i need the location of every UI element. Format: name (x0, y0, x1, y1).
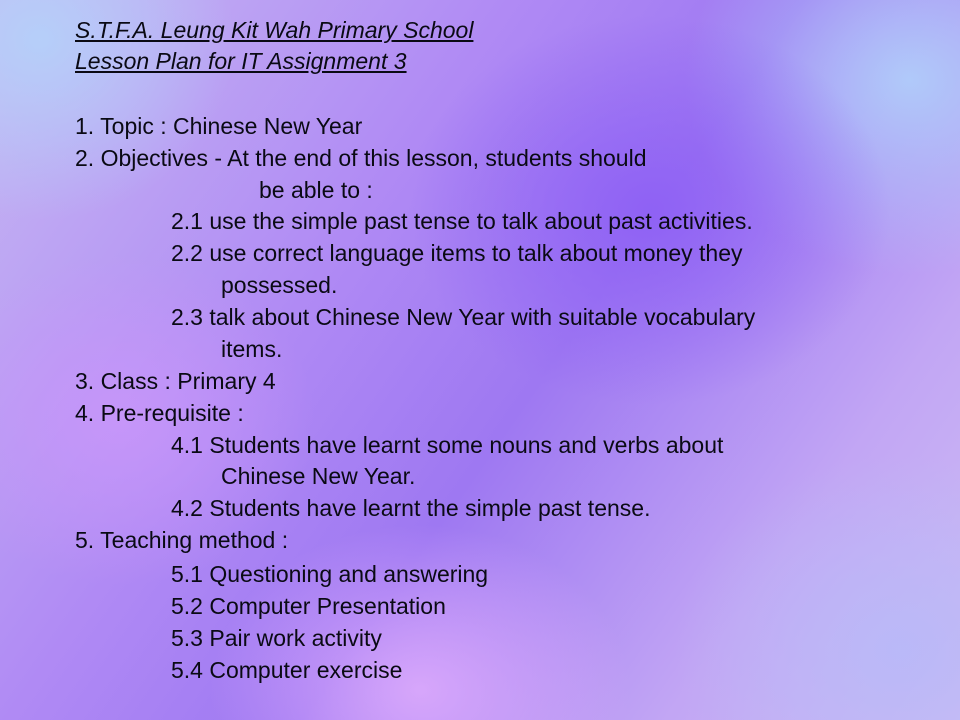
method-5-2: 5.2 Computer Presentation (171, 593, 446, 619)
topic-line: 1. Topic : Chinese New Year (75, 113, 363, 139)
objective-2-3: 2.3 talk about Chinese New Year with suitable vocabulary (171, 304, 756, 330)
teaching-method-line: 5. Teaching method : (75, 527, 289, 553)
objective-2-2-continuation: possessed. (221, 272, 338, 298)
plan-title: Lesson Plan for IT Assignment 3 (75, 48, 407, 74)
prerequisite-line: 4. Pre-requisite : (75, 400, 244, 426)
objective-2-3-continuation: items. (221, 336, 283, 362)
prerequisite-4-1-continuation: Chinese New Year. (221, 463, 416, 489)
prerequisite-4-2: 4.2 Students have learnt the simple past tense. (171, 495, 651, 521)
objectives-continuation: be able to : (259, 177, 373, 203)
method-5-1: 5.1 Questioning and answering (171, 561, 489, 587)
school-name: S.T.F.A. Leung Kit Wah Primary School (75, 17, 474, 43)
objective-2-2: 2.2 use correct language items to talk about money they (171, 240, 743, 266)
prerequisite-4-1: 4.1 Students have learnt some nouns and verbs about (171, 432, 724, 458)
objective-2-1: 2.1 use the simple past tense to talk about past activities. (171, 208, 753, 234)
class-line: 3. Class : Primary 4 (75, 368, 276, 394)
method-5-4: 5.4 Computer exercise (171, 657, 403, 683)
objectives-line: 2. Objectives - At the end of this lesson, students should (75, 145, 647, 171)
method-5-3: 5.3 Pair work activity (171, 625, 382, 651)
